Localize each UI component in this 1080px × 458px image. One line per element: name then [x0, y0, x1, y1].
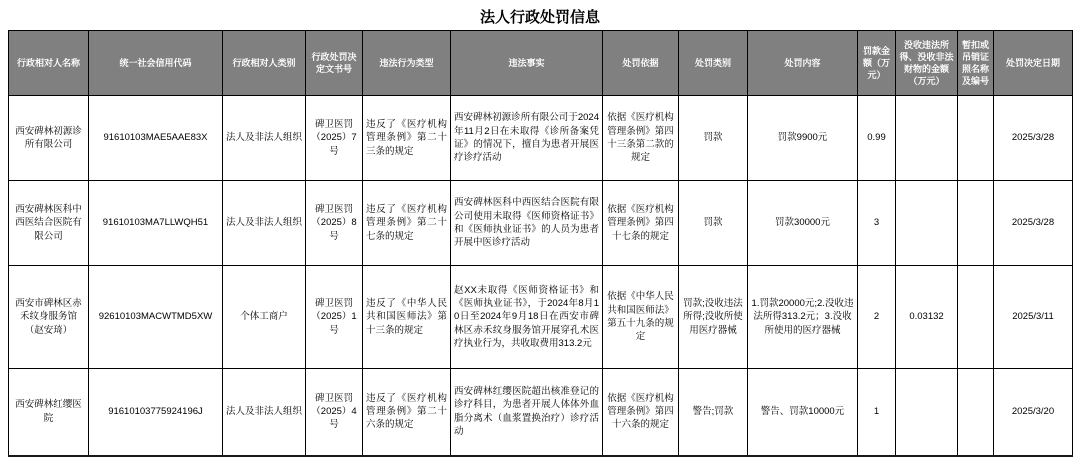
cell-decision-date: 2025/3/11 [994, 266, 1073, 369]
cell-penalty-content: 罚款30000元 [748, 181, 858, 266]
cell-party-type: 法人及非法人组织 [223, 181, 306, 266]
cell-violation-facts: 西安碑林医科中西医结合医院有限公司使用未取得《医师资格证书》和《医师执业证书》的人员为患者开展中医诊疗活动 [451, 181, 603, 266]
cell-confiscation-amount [896, 181, 958, 266]
cell-credit-code: 91610103MAE5AAE83X [89, 96, 223, 181]
cell-credit-code: 92610103MACWTMD5XW [89, 266, 223, 369]
cell-credit-code: 91610103775924196J [89, 369, 223, 456]
cell-fine-amount: 0.99 [858, 96, 896, 181]
cell-decision-doc-no: 碑卫医罚（2025）1号 [306, 266, 363, 369]
cell-violation-type: 违反了《医疗机构管理条例》第二十三条的规定 [363, 96, 451, 181]
header-decision-doc-no: 行政处罚决定文书号 [306, 31, 363, 96]
cell-fine-amount: 2 [858, 266, 896, 369]
cell-violation-type: 违反了《中华人民共和国医师法》第十三条的规定 [363, 266, 451, 369]
cell-penalty-basis: 依据《医疗机构管理条例》第四十六条的规定 [603, 369, 679, 456]
cell-credit-code: 91610103MA7LLWQH51 [89, 181, 223, 266]
cell-penalty-basis: 依据《医疗机构管理条例》第四十七条的规定 [603, 181, 679, 266]
cell-penalty-basis: 依据《医疗机构管理条例》第四十三条第二款的规定 [603, 96, 679, 181]
table-header-row [9, 31, 1073, 96]
header-decision-date: 处罚决定日期 [994, 31, 1073, 96]
cell-fine-amount: 1 [858, 369, 896, 456]
header-penalty-content: 处罚内容 [748, 31, 858, 96]
cell-penalty-category: 罚款;没收违法所得;没收所使用医疗器械 [679, 266, 748, 369]
header-penalty-category: 处罚类别 [679, 31, 748, 96]
cell-penalty-content: 罚款9900元 [748, 96, 858, 181]
cell-violation-type: 违反了《医疗机构管理条例》第二十七条的规定 [363, 181, 451, 266]
cell-license-revocation [958, 96, 994, 181]
cell-confiscation-amount [896, 369, 958, 456]
cell-decision-doc-no: 碑卫医罚（2025）8号 [306, 181, 363, 266]
cell-violation-facts: 西安碑林红缨医院超出核准登记的诊疗科目，为患者开展人体体外血脂分离术（血浆置换治疗）诊疗活动 [451, 369, 603, 456]
header-party-name: 行政相对人名称 [9, 31, 89, 96]
cell-license-revocation [958, 369, 994, 456]
cell-confiscation-amount: 0.03132 [896, 266, 958, 369]
cell-decision-doc-no: 碑卫医罚（2025）7号 [306, 96, 363, 181]
table-body [9, 96, 1073, 456]
cell-penalty-content: 1.罚款20000元;2.没收违法所得313.2元；3.没收所使用的医疗器械 [748, 266, 858, 369]
header-violation-facts: 违法事实 [451, 31, 603, 96]
cell-party-type: 法人及非法人组织 [223, 96, 306, 181]
cell-fine-amount: 3 [858, 181, 896, 266]
cell-party-type: 个体工商户 [223, 266, 306, 369]
cell-party-name: 西安碑林初源诊所有限公司 [9, 96, 89, 181]
cell-violation-facts: 赵XX未取得《医师资格证书》和《医师执业证书》，于2024年8月10日至2024年9月18日在西安市碑林区赤禾纹身服务馆开展穿孔术医疗执业行为，共收取费用313.2元 [451, 266, 603, 369]
cell-violation-facts: 西安碑林初源诊所有限公司于2024年11月2日在未取得《诊所备案凭证》的情况下，擅自为患者开展医疗诊疗活动 [451, 96, 603, 181]
cell-license-revocation [958, 266, 994, 369]
header-violation-type: 违法行为类型 [363, 31, 451, 96]
header-confiscation-amount: 没收违法所得、没收非法财物的金额（万元） [896, 31, 958, 96]
cell-party-name: 西安碑林医科中西医结合医院有限公司 [9, 181, 89, 266]
header-fine-amount: 罚款金额（万元） [858, 31, 896, 96]
cell-decision-date: 2025/3/28 [994, 96, 1073, 181]
cell-party-name: 西安市碑林区赤禾纹身服务馆（赵安琦） [9, 266, 89, 369]
page-title: 法人行政处罚信息 [479, 9, 600, 26]
cell-party-type: 法人及非法人组织 [223, 369, 306, 456]
cell-penalty-category: 警告;罚款 [679, 369, 748, 456]
cell-party-name: 西安碑林红缨医院 [9, 369, 89, 456]
table-row [9, 266, 1073, 369]
cell-penalty-basis: 依据《中华人民共和国医师法》第五十九条的规定 [603, 266, 679, 369]
cell-decision-doc-no: 碑卫医罚（2025）4号 [306, 369, 363, 456]
cell-decision-date: 2025/3/28 [994, 181, 1073, 266]
cell-penalty-content: 警告、罚款10000元 [748, 369, 858, 456]
cell-penalty-category: 罚款 [679, 96, 748, 181]
header-party-type: 行政相对人类别 [223, 31, 306, 96]
cell-decision-date: 2025/3/20 [994, 369, 1073, 456]
header-credit-code: 统一社会信用代码 [89, 31, 223, 96]
penalty-table [8, 30, 1073, 457]
cell-violation-type: 违反了《医疗机构管理条例》第二十六条的规定 [363, 369, 451, 456]
header-license-revocation: 暂扣或吊销证照名称及编号 [958, 31, 994, 96]
cell-confiscation-amount [896, 96, 958, 181]
table-row [9, 181, 1073, 266]
cell-license-revocation [958, 181, 994, 266]
cell-penalty-category: 罚款 [679, 181, 748, 266]
header-penalty-basis: 处罚依据 [603, 31, 679, 96]
table-row [9, 369, 1073, 456]
table-row [9, 96, 1073, 181]
